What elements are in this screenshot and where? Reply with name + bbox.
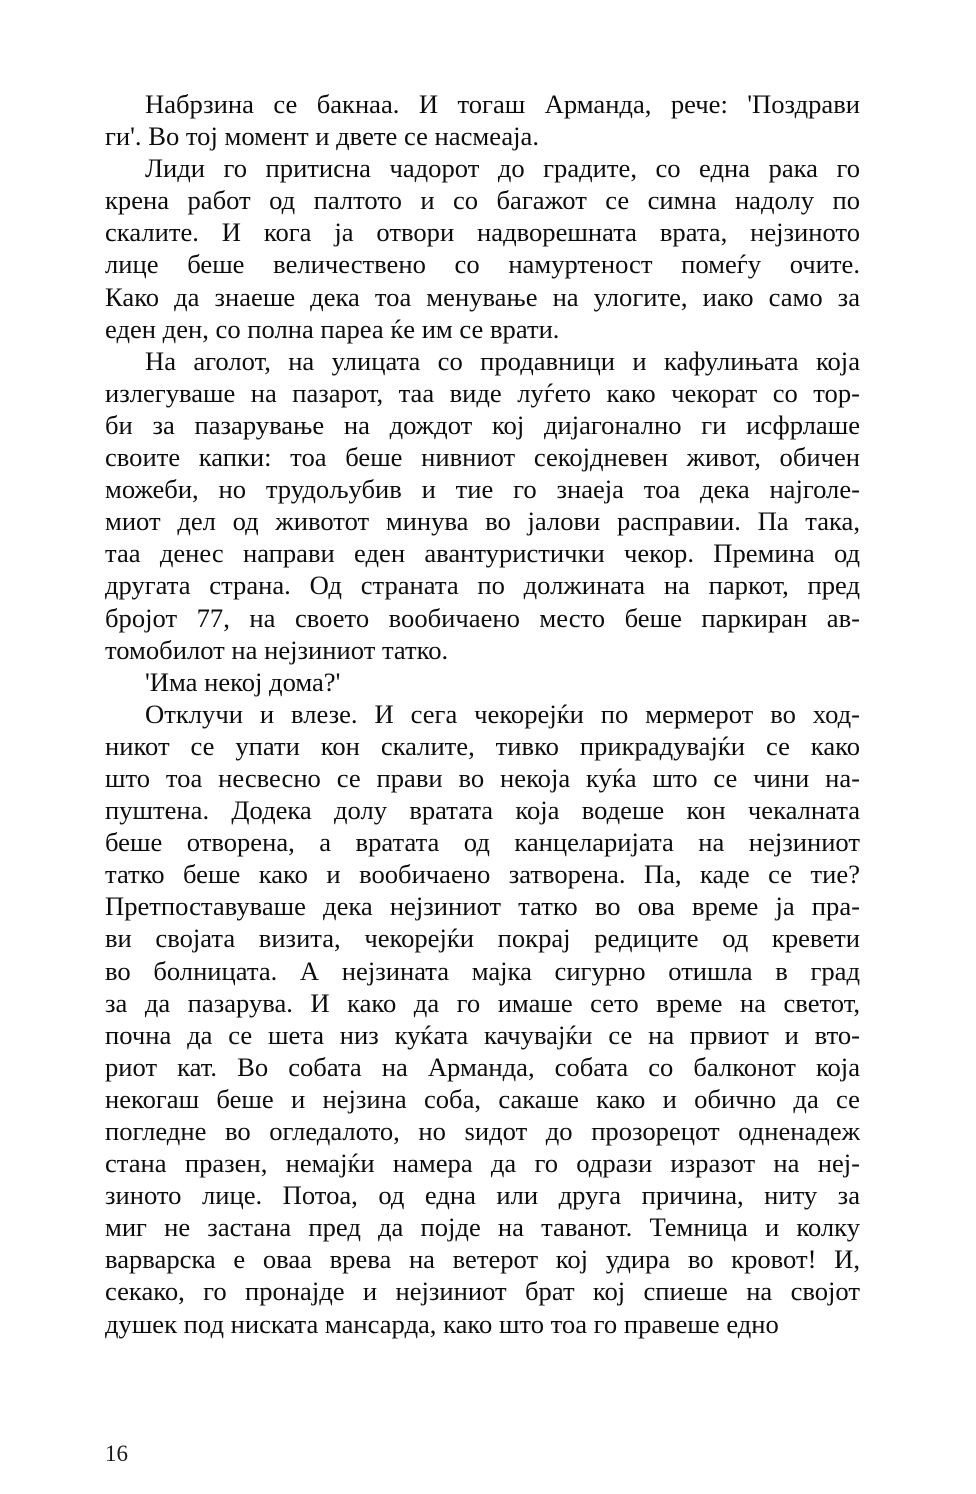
text-line: излегуваше на пазарот, таа виде луѓето како чекорат со тор- bbox=[105, 377, 860, 408]
text-line: беше отворена, а вратата од канцеларијата на нејзиниот bbox=[105, 827, 860, 858]
text-line: погледне во огледалото, но ѕидот до прозорецот одненадеж bbox=[105, 1116, 860, 1146]
text-line: миот дел од животот минува во јалови расправии. Па така, bbox=[105, 506, 860, 537]
text-line: ги'. Во тој момент и двете се насмеаја. bbox=[105, 121, 539, 152]
text-line: 'Има некој дома?' bbox=[145, 666, 341, 697]
text-line: пуштена. Додека долу вратата која водеше кон чекалната bbox=[105, 795, 860, 826]
text-line: за да пазарува. И како да го имаше сето време на светот, bbox=[105, 987, 860, 1018]
text-line: стана празен, немајќи намера да го одрази изразот на неј- bbox=[105, 1148, 860, 1179]
text-line: Набрзина се бакнаа. И тогаш Арманда, рече: 'Поздрави bbox=[145, 89, 860, 119]
text-line: риот кат. Во собата на Арманда, собата со балконот која bbox=[105, 1051, 860, 1082]
text-line: своите капки: тоа беше нивниот секојдневен живот, обичен bbox=[105, 442, 860, 473]
paragraph bbox=[105, 666, 860, 698]
text-line: скалите. И кога ја отвори надворешната врата, нејзиното bbox=[105, 217, 860, 248]
paragraph bbox=[105, 152, 860, 345]
text-line: другата страна. Од страната по должината на паркот, пред bbox=[105, 570, 860, 601]
text-line: татко беше како и вообичаено затворена. Па, каде се тие? bbox=[105, 859, 860, 890]
text-line: Отклучи и влезе. И сега чекорејќи по мермерот во ход- bbox=[145, 698, 860, 729]
text-line: Лиди го притисна чадорот до градите, со една рака го bbox=[145, 153, 860, 184]
text-line: бројот 77, на своето вообичаено место беше паркиран ав- bbox=[105, 602, 860, 633]
text-line: почна да се шета низ куќата качувајќи се на првиот и вто- bbox=[105, 1019, 860, 1050]
text-line: секако, го пронајде и нејзиниот брат кој спиеше на својот bbox=[105, 1276, 860, 1307]
paragraph bbox=[105, 345, 860, 666]
text-line: ви својата визита, чекорејќи покрај редиците од кревети bbox=[105, 923, 860, 954]
text-line: што тоа несвесно се прави во некоја куќа што се чини на- bbox=[105, 762, 860, 793]
text-line: томобилот на нејзиниот татко. bbox=[105, 634, 449, 665]
text-line: еден ден, со полна пареа ќе им се врати. bbox=[105, 313, 560, 344]
page-text-block bbox=[105, 88, 860, 1340]
text-line: крена работ од палтото и со багажот се симна надолу по bbox=[105, 185, 860, 216]
text-line: можеби, но трудољубив и тие го знаеја тоа дека најголе- bbox=[105, 474, 860, 505]
text-line: таа денес направи еден авантуристички чекор. Премина од bbox=[105, 538, 860, 569]
text-line: миг не застана пред да појде на таванот. Темница и колку bbox=[105, 1212, 860, 1243]
text-line: варварска е оваа врева на ветерот кој удира во кровот! И, bbox=[105, 1244, 860, 1275]
text-line: никот се упати кон скалите, тивко прикрадувајќи се како bbox=[105, 730, 860, 761]
text-line: Како да знаеше дека тоа менување на улогите, иако само за bbox=[105, 281, 860, 312]
text-line: би за пазарување на дождот кој дијагонално ги исфрлаше bbox=[105, 409, 860, 440]
text-line: лице беше величествено со намуртеност помеѓу очите. bbox=[105, 249, 860, 280]
text-line: некогаш беше и нејзина соба, сакаше како и обично да се bbox=[105, 1083, 860, 1114]
text-line: Претпоставуваше дека нејзиниот татко во ова време ја пра- bbox=[105, 891, 860, 922]
paragraph bbox=[105, 698, 860, 1340]
paragraph bbox=[105, 88, 860, 152]
page-number: 16 bbox=[105, 1441, 128, 1466]
text-line: зиното лице. Потоа, од една или друга причина, ниту за bbox=[105, 1180, 860, 1211]
text-line: душек под ниската мансарда, како што тоа го правеше едно bbox=[105, 1308, 779, 1339]
text-line: во болницата. А нејзината мајка сигурно отишла в град bbox=[105, 955, 860, 986]
text-line: На аголот, на улицата со продавници и кафулињата која bbox=[145, 345, 860, 376]
